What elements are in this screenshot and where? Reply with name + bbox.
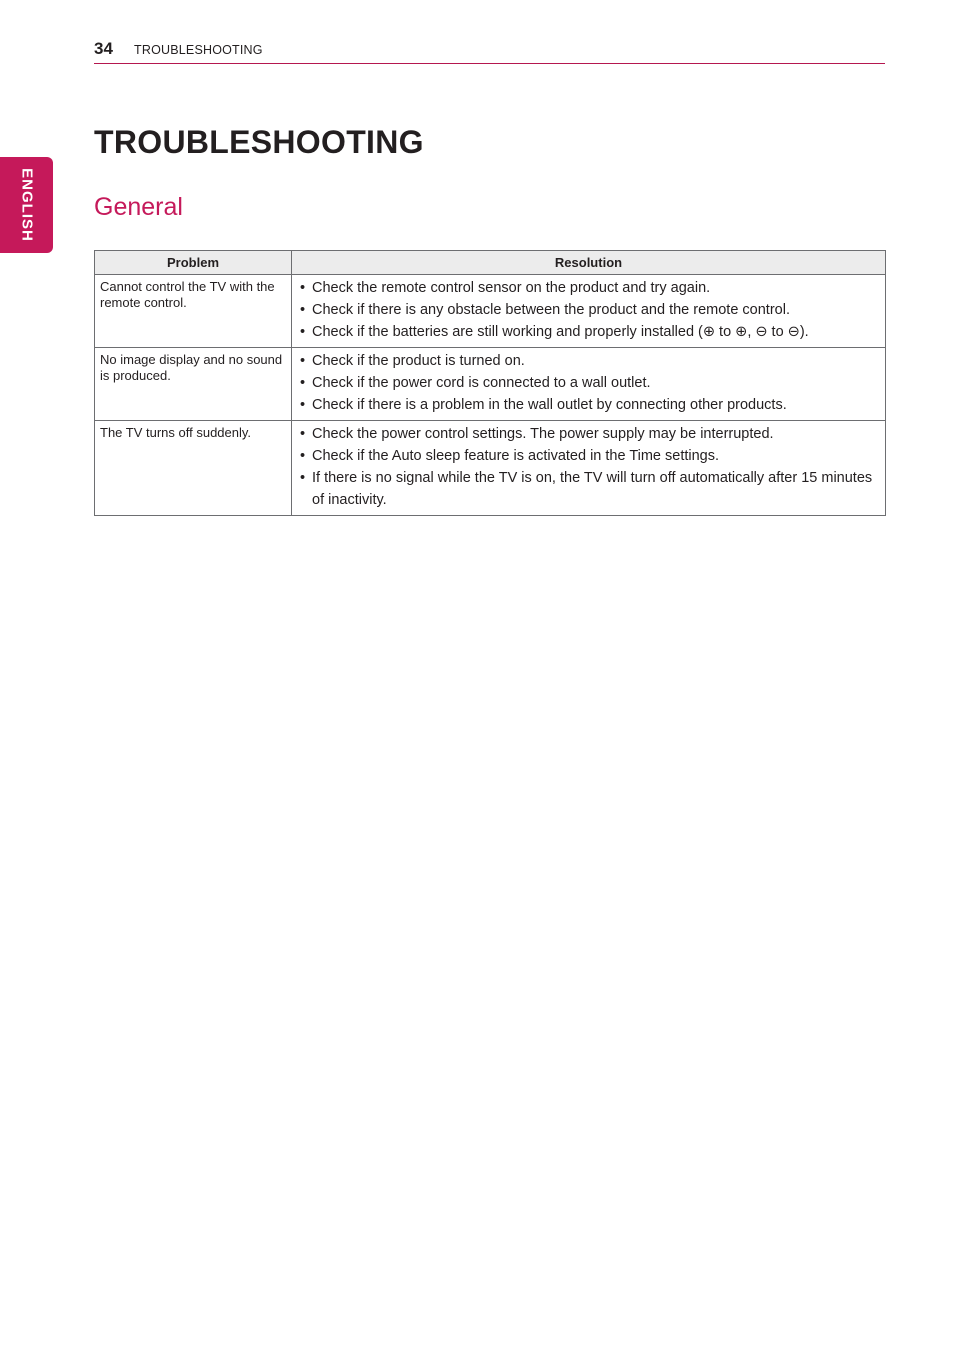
language-tab: [0, 157, 53, 253]
page-title: TROUBLESHOOTING: [94, 124, 424, 160]
resolution-item: • Check if the power cord is connected to a wall outlet.: [300, 372, 877, 394]
problem-cell: Cannot control the TV with the remote control.: [95, 275, 292, 348]
running-title: TROUBLESHOOTING: [134, 43, 263, 57]
page-header: [94, 38, 885, 64]
table-header-row: [95, 251, 886, 275]
resolution-item: • Check the power control settings. The power supply may be interrupted.: [300, 423, 877, 445]
table-row: [95, 275, 886, 348]
language-tab-label: ENGLISH: [18, 168, 35, 242]
resolution-cell: [292, 348, 886, 421]
table-row: [95, 421, 886, 516]
resolution-list: [300, 423, 877, 511]
section-title: General: [94, 193, 183, 221]
resolution-item: • Check if the product is turned on.: [300, 350, 877, 372]
resolution-item: • Check the remote control sensor on the product and try again.: [300, 277, 877, 299]
troubleshooting-table: [94, 250, 886, 516]
resolution-item: • If there is no signal while the TV is on, the TV will turn off automatically after 15 minutes of inactivity.: [300, 467, 877, 511]
problem-cell: The TV turns off suddenly.: [95, 421, 292, 516]
problem-cell: No image display and no sound is produced.: [95, 348, 292, 421]
resolution-item: • Check if the batteries are still working and properly installed (⊕ to ⊕, ⊖ to ⊖).: [300, 321, 877, 343]
resolution-item: • Check if there is any obstacle between the product and the remote control.: [300, 299, 877, 321]
resolution-list: [300, 350, 877, 416]
resolution-item: • Check if the Auto sleep feature is activated in the Time settings.: [300, 445, 877, 467]
resolution-cell: [292, 421, 886, 516]
resolution-list: [300, 277, 877, 343]
table-row: [95, 348, 886, 421]
page-number: 34: [94, 39, 113, 58]
resolution-item: • Check if there is a problem in the wall outlet by connecting other products.: [300, 394, 877, 416]
resolution-cell: [292, 275, 886, 348]
column-header-problem: Problem: [95, 251, 292, 275]
column-header-resolution: Resolution: [292, 251, 886, 275]
